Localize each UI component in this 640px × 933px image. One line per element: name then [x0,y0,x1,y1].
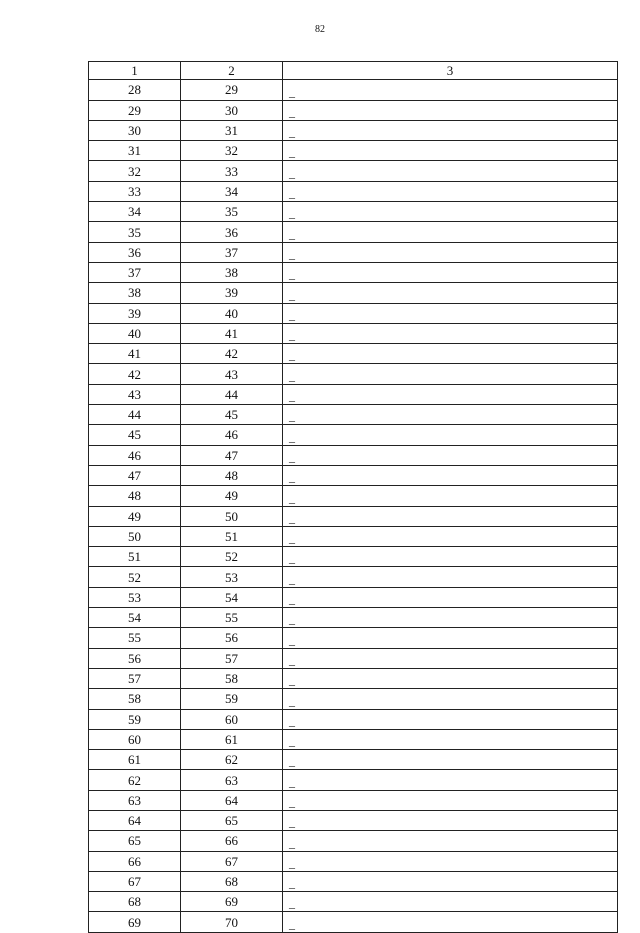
table-cell-col3: _ [283,344,618,364]
table-cell-col1: 37 [89,262,181,282]
table-cell-col1: 35 [89,222,181,242]
table-row [89,770,618,790]
table-row [89,526,618,546]
table-cell-col1: 31 [89,141,181,161]
table-row [89,425,618,445]
table-cell-col1: 62 [89,770,181,790]
table-cell-col3: _ [283,608,618,628]
table-cell-col2: 57 [181,648,283,668]
table-row [89,729,618,749]
table-cell-col1: 55 [89,628,181,648]
table-row [89,628,618,648]
table-cell-col1: 49 [89,506,181,526]
table-cell-col2: 38 [181,262,283,282]
table-cell-col2: 39 [181,283,283,303]
table-row [89,242,618,262]
table-cell-col2: 58 [181,668,283,688]
table-cell-col3: _ [283,202,618,222]
table-cell-col1: 64 [89,810,181,830]
table-row [89,892,618,912]
table-cell-col3: _ [283,80,618,100]
table-cell-col3: _ [283,222,618,242]
table-row [89,405,618,425]
table-cell-col2: 59 [181,689,283,709]
table-cell-col3: _ [283,831,618,851]
table-row [89,161,618,181]
table-cell-col1: 51 [89,547,181,567]
table-cell-col3: _ [283,912,618,932]
table-cell-col3: _ [283,790,618,810]
table-row [89,364,618,384]
table-cell-col1: 53 [89,587,181,607]
table-cell-col1: 44 [89,405,181,425]
table-cell-col2: 40 [181,303,283,323]
table-cell-col1: 30 [89,120,181,140]
table-row [89,141,618,161]
table-cell-col1: 59 [89,709,181,729]
table-cell-col1: 65 [89,831,181,851]
table-row [89,80,618,100]
column-header-1: 1 [89,62,181,80]
table-cell-col1: 41 [89,344,181,364]
table-cell-col2: 62 [181,750,283,770]
table-cell-col1: 42 [89,364,181,384]
table-cell-col1: 28 [89,80,181,100]
table-cell-col3: _ [283,445,618,465]
table-row [89,465,618,485]
table-cell-col2: 36 [181,222,283,242]
table-cell-col2: 45 [181,405,283,425]
table-cell-col2: 68 [181,871,283,891]
table-cell-col2: 64 [181,790,283,810]
table-cell-col2: 53 [181,567,283,587]
table-cell-col1: 54 [89,608,181,628]
table-row [89,303,618,323]
table-row [89,445,618,465]
table-cell-col1: 69 [89,912,181,932]
table-cell-col3: _ [283,323,618,343]
table-row [89,912,618,932]
table-cell-col1: 45 [89,425,181,445]
table-row [89,100,618,120]
table-cell-col3: _ [283,425,618,445]
table-cell-col3: _ [283,303,618,323]
table-cell-col2: 54 [181,587,283,607]
table-row [89,851,618,871]
table-cell-col2: 35 [181,202,283,222]
table-cell-col2: 63 [181,770,283,790]
table-cell-col1: 58 [89,689,181,709]
table-header-row [89,62,618,80]
table-cell-col2: 69 [181,892,283,912]
table-cell-col3: _ [283,262,618,282]
column-header-2: 2 [181,62,283,80]
table-cell-col3: _ [283,871,618,891]
table-row [89,567,618,587]
table-row [89,344,618,364]
table-cell-col3: _ [283,547,618,567]
table-cell-col3: _ [283,181,618,201]
table-cell-col2: 34 [181,181,283,201]
table-cell-col1: 60 [89,729,181,749]
column-header-3: 3 [283,62,618,80]
table-cell-col1: 32 [89,161,181,181]
table-row [89,323,618,343]
page-number: 82 [315,24,325,35]
table-row [89,202,618,222]
table-cell-col3: _ [283,567,618,587]
table-row [89,181,618,201]
table-row [89,384,618,404]
table-cell-col2: 29 [181,80,283,100]
table-cell-col2: 41 [181,323,283,343]
table-cell-col1: 47 [89,465,181,485]
table-cell-col1: 40 [89,323,181,343]
table-cell-col3: _ [283,120,618,140]
table-cell-col1: 68 [89,892,181,912]
table-cell-col2: 55 [181,608,283,628]
table-cell-col3: _ [283,810,618,830]
table-row [89,120,618,140]
table-cell-col2: 60 [181,709,283,729]
table-cell-col2: 66 [181,831,283,851]
table-cell-col1: 36 [89,242,181,262]
table-cell-col3: _ [283,729,618,749]
table-cell-col2: 56 [181,628,283,648]
table-row [89,750,618,770]
table-cell-col3: _ [283,384,618,404]
table-cell-col2: 70 [181,912,283,932]
table-cell-col3: _ [283,668,618,688]
table-row [89,709,618,729]
table-cell-col3: _ [283,526,618,546]
table-cell-col2: 52 [181,547,283,567]
table-row [89,689,618,709]
table-row [89,262,618,282]
table-cell-col2: 61 [181,729,283,749]
table-cell-col3: _ [283,587,618,607]
table-cell-col1: 33 [89,181,181,201]
table-cell-col1: 29 [89,100,181,120]
table-row [89,668,618,688]
table-cell-col3: _ [283,100,618,120]
table-cell-col2: 65 [181,810,283,830]
table-cell-col2: 37 [181,242,283,262]
table-cell-col3: _ [283,628,618,648]
table-row [89,871,618,891]
table-cell-col2: 46 [181,425,283,445]
table-cell-col1: 38 [89,283,181,303]
table-cell-col1: 57 [89,668,181,688]
table-cell-col2: 48 [181,465,283,485]
table-cell-col1: 48 [89,486,181,506]
table-cell-col1: 61 [89,750,181,770]
table-row [89,790,618,810]
table-body [89,80,618,932]
table-cell-col3: _ [283,141,618,161]
table-row [89,648,618,668]
table-cell-col3: _ [283,892,618,912]
table-cell-col1: 67 [89,871,181,891]
table-row [89,283,618,303]
table-cell-col3: _ [283,364,618,384]
table-cell-col3: _ [283,709,618,729]
table-cell-col3: _ [283,506,618,526]
table-cell-col1: 50 [89,526,181,546]
table-cell-col1: 34 [89,202,181,222]
table-cell-col3: _ [283,283,618,303]
table-cell-col3: _ [283,770,618,790]
table-cell-col2: 42 [181,344,283,364]
table-cell-col3: _ [283,405,618,425]
table-cell-col2: 44 [181,384,283,404]
table-cell-col3: _ [283,161,618,181]
table-cell-col3: _ [283,851,618,871]
data-table [88,61,618,933]
table-row [89,506,618,526]
table-cell-col1: 63 [89,790,181,810]
table-row [89,831,618,851]
table-row [89,222,618,242]
table-cell-col2: 49 [181,486,283,506]
table-cell-col3: _ [283,242,618,262]
table-cell-col2: 30 [181,100,283,120]
table-cell-col2: 47 [181,445,283,465]
table-row [89,587,618,607]
table-cell-col1: 56 [89,648,181,668]
table-row [89,608,618,628]
table-cell-col2: 51 [181,526,283,546]
table-cell-col1: 39 [89,303,181,323]
table-cell-col2: 50 [181,506,283,526]
table-cell-col3: _ [283,648,618,668]
table-row [89,486,618,506]
table-cell-col1: 66 [89,851,181,871]
table-cell-col2: 32 [181,141,283,161]
table-cell-col2: 43 [181,364,283,384]
table-cell-col1: 46 [89,445,181,465]
table-row [89,547,618,567]
table-cell-col3: _ [283,750,618,770]
table-cell-col3: _ [283,486,618,506]
table-cell-col2: 33 [181,161,283,181]
table-cell-col2: 31 [181,120,283,140]
table-cell-col1: 43 [89,384,181,404]
table-cell-col3: _ [283,465,618,485]
table-row [89,810,618,830]
table-cell-col1: 52 [89,567,181,587]
table-cell-col2: 67 [181,851,283,871]
table-cell-col3: _ [283,689,618,709]
